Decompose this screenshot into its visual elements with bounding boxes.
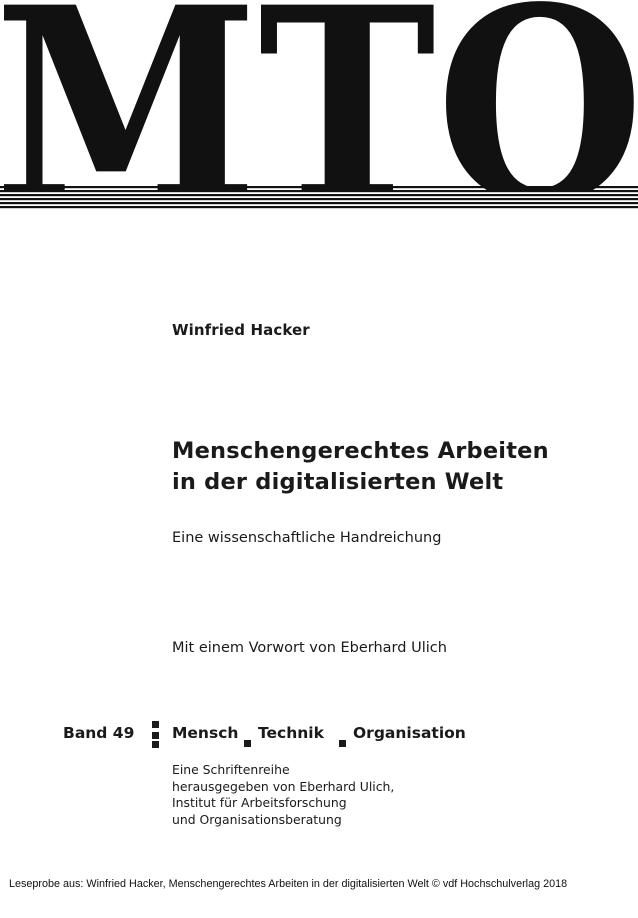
series-word-mensch: Mensch [172, 724, 239, 742]
book-title [172, 436, 549, 498]
series-word-technik: Technik [258, 724, 324, 742]
footer-notice: Leseprobe aus: Winfried Hacker, Menschengerechtes Arbeiten in der digitalisierten Welt © vdf Hochschulverlag 2018 [9, 878, 568, 890]
square-bullet-icon [152, 741, 159, 748]
square-bullet-icon [339, 740, 346, 747]
series-description-line: und Organisationsberatung [172, 811, 342, 827]
mto-series-logo [0, 0, 638, 212]
series-description [172, 762, 394, 828]
book-title-line-2: in der digitalisierten Welt [172, 469, 504, 495]
square-bullet-icon [244, 740, 251, 747]
book-subtitle: Eine wissenschaftliche Handreichung [172, 530, 442, 546]
book-title-line-1: Menschengerechtes Arbeiten [172, 438, 549, 464]
series-description-line: herausgegeben von Eberhard Ulich, [172, 778, 395, 794]
square-bullet-icon [152, 721, 159, 728]
foreword-note: Mit einem Vorwort von Eberhard Ulich [172, 640, 447, 656]
series-description-line: Institut für Arbeitsforschung [172, 795, 347, 811]
square-bullet-icon [152, 732, 159, 739]
series-word-organisation: Organisation [353, 724, 466, 742]
author-name: Winfried Hacker [172, 321, 310, 339]
band-number: Band 49 [63, 724, 135, 742]
series-description-line: Eine Schriftenreihe [172, 762, 290, 777]
